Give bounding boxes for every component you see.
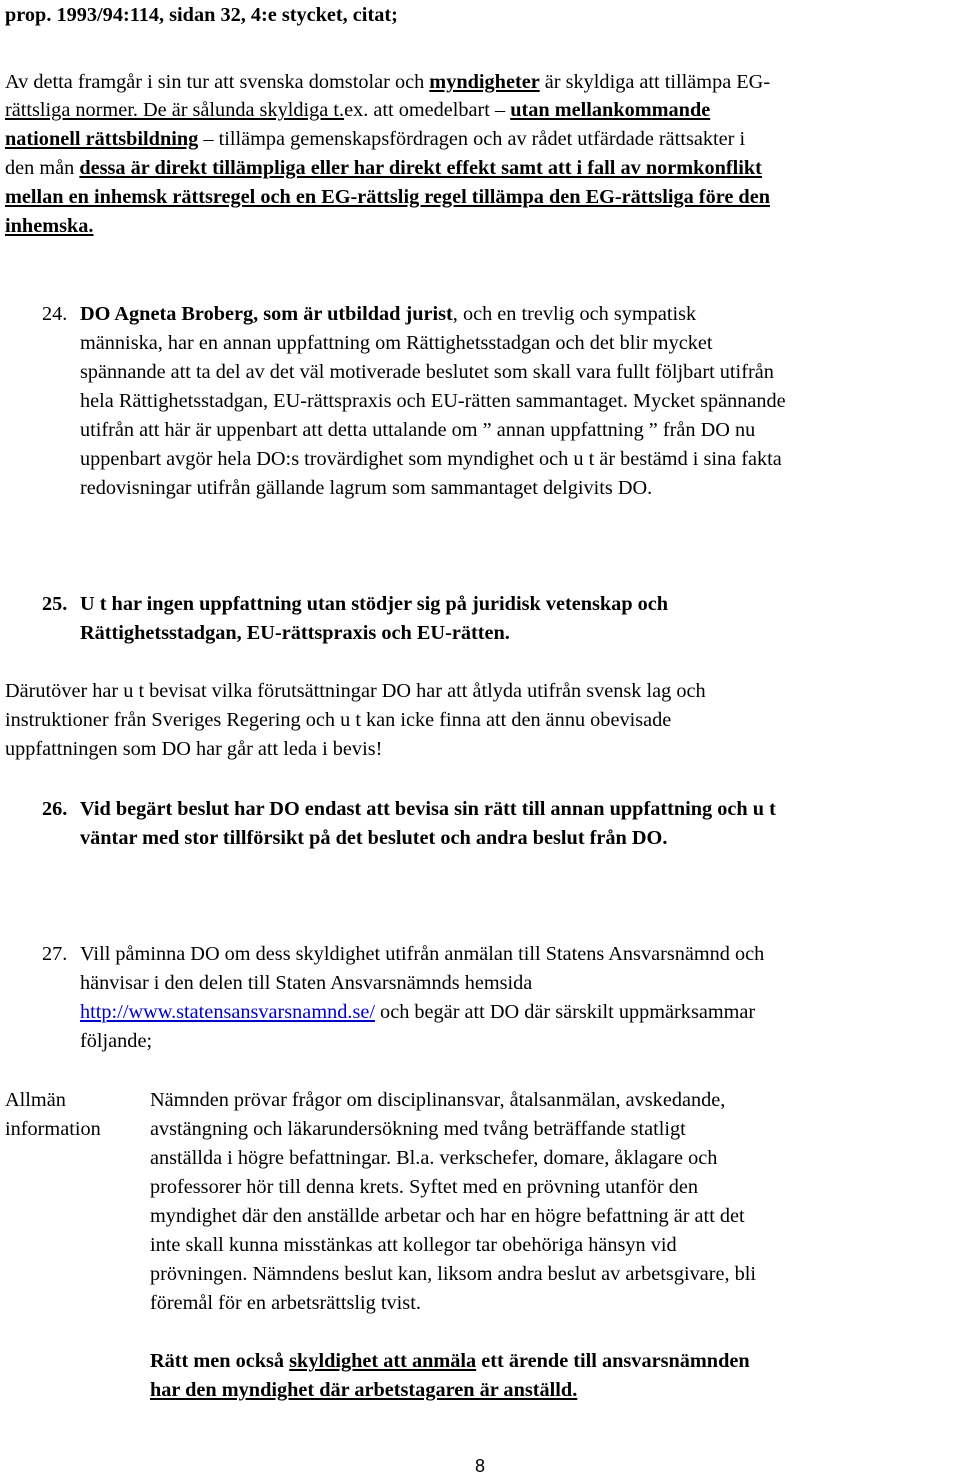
quote-line-3: nationell rättsbildning – tillämpa gemenskapsfördragen och av rådet utfärdade rättsakter i [5, 128, 746, 150]
info-bold-line-2: har den myndighet där arbetstagaren är anställd. [150, 1379, 578, 1401]
info-line-6: inte skall kunna misstänkas att kollegor tar obehöriga hänsyn vid [150, 1234, 677, 1256]
ansvarsnamnd-link[interactable]: http://www.statensansvarsnamnd.se/ [80, 1001, 375, 1023]
section-24-line-1: DO Agneta Broberg, som är utbildad jurist, och en trevlig och sympatisk [80, 303, 697, 325]
info-line-5: myndighet där den anställde arbetar och har en högre befattning är att det [150, 1205, 745, 1227]
section-24-line-3: spännande att ta del av det väl motiverade beslutet som skall vara fullt följbart utifrån [80, 361, 774, 383]
section-27-line-4: följande; [80, 1030, 153, 1052]
page-number: 8 [474, 1456, 485, 1476]
section-24-line-6: uppenbart avgör hela DO:s trovärdighet som myndighet och u t är bestämd i sina fakta [80, 448, 782, 470]
info-line-4: professorer hör till denna krets. Syftet med en prövning utanför den [150, 1176, 699, 1198]
section-number: 25. [42, 593, 68, 615]
section-27-line-2: hänvisar i den delen till Staten Ansvarsnämnds hemsida [80, 972, 533, 994]
info-line-3: anställda i högre befattningar. Bl.a. verkschefer, domare, åklagare och [150, 1147, 718, 1169]
quote-line-5: mellan en inhemsk rättsregel och en EG-rättslig regel tillämpa den EG-rättsliga före den [5, 186, 770, 208]
section-number: 27. [42, 943, 68, 965]
info-line-1: Nämnden prövar frågor om disciplinansvar, åtalsanmälan, avskedande, [150, 1089, 726, 1111]
section-24-line-2: människa, har en annan uppfattning om Rättighetsstadgan och det blir mycket [80, 332, 713, 354]
section-25-line-1: U t har ingen uppfattning utan stödjer sig på juridisk vetenskap och [80, 593, 669, 615]
section-number: 26. [42, 798, 68, 820]
section-26-line-1: Vid begärt beslut har DO endast att bevisa sin rätt till annan uppfattning och u t [80, 798, 776, 820]
quote-line-2: rättsliga normer. De är sålunda skyldiga t.ex. att omedelbart – utan mellankommande [5, 99, 711, 121]
info-line-2: avstängning och läkarundersökning med tvång beträffande statligt [150, 1118, 686, 1140]
citation-heading: prop. 1993/94:114, sidan 32, 4:e stycket, citat; [5, 4, 398, 26]
info-line-8: föremål för en arbetsrättslig tvist. [150, 1292, 421, 1314]
quote-line-1: Av detta framgår i sin tur att svenska domstolar och myndigheter är skyldiga att tillämpa EG- [5, 71, 771, 93]
section-24-line-5: utifrån att här är uppenbart att detta uttalande om ” annan uppfattning ” från DO nu [80, 419, 756, 441]
section-27-line-3: http://www.statensansvarsnamnd.se/ och begär att DO där särskilt uppmärksammar [80, 1001, 756, 1023]
paragraph-line-1: Därutöver har u t bevisat vilka förutsättningar DO har att åtlyda utifrån svensk lag och [5, 680, 706, 702]
paragraph-line-2: instruktioner från Sveriges Regering och u t kan icke finna att den ännu obevisade [5, 709, 672, 731]
section-24-line-7: redovisningar utifrån gällande lagrum som sammantaget delgivits DO. [80, 477, 653, 499]
info-line-7: prövningen. Nämndens beslut kan, liksom andra beslut av arbetsgivare, bli [150, 1263, 757, 1285]
section-25-line-2: Rättighetsstadgan, EU-rättspraxis och EU-rätten. [80, 622, 510, 644]
quote-line-6: inhemska. [5, 215, 94, 237]
side-label-line-1: Allmän [5, 1089, 66, 1111]
section-27-line-1: Vill påminna DO om dess skyldighet utifrån anmälan till Statens Ansvarsnämnd och [80, 943, 765, 965]
paragraph-line-3: uppfattningen som DO har går att leda i bevis! [5, 738, 383, 760]
quote-line-4: den mån dessa är direkt tillämpliga eller har direkt effekt samt att i fall av normkonflikt [5, 157, 762, 179]
side-label-line-2: information [5, 1118, 101, 1140]
section-number: 24. [42, 303, 68, 325]
section-26-line-2: väntar med stor tillförsikt på det beslutet och andra beslut från DO. [80, 827, 668, 849]
info-bold-line-1: Rätt men också skyldighet att anmäla ett ärende till ansvarsnämnden [150, 1350, 750, 1372]
section-24-line-4: hela Rättighetsstadgan, EU-rättspraxis och EU-rätten sammantaget. Mycket spännande [80, 390, 786, 412]
